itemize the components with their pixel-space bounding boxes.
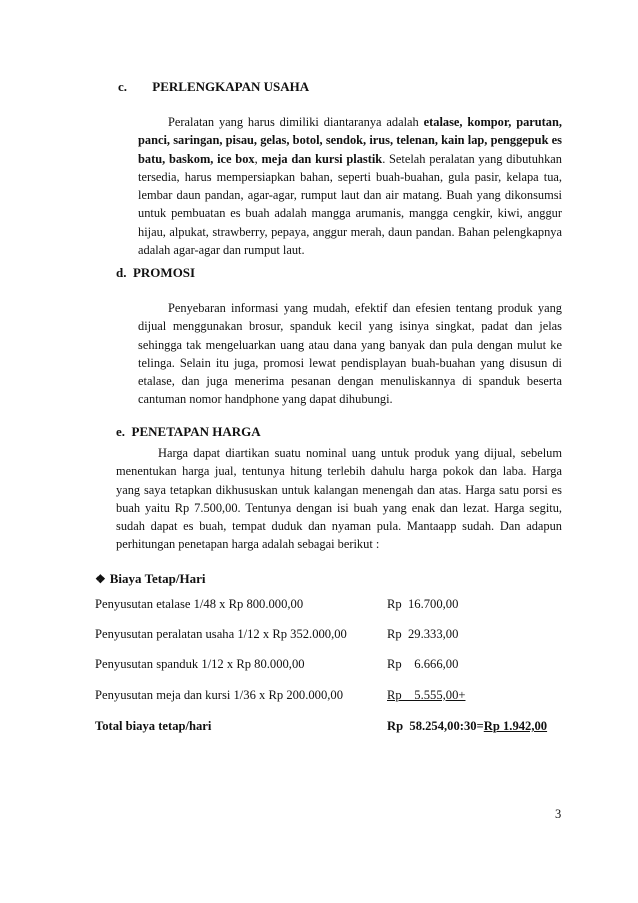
biaya-row (95, 657, 565, 673)
page-number: 3 (555, 807, 562, 821)
biaya-row-label: Penyusutan meja dan kursi 1/36 x Rp 200.000,00 (95, 688, 344, 702)
biaya-total-row (95, 719, 565, 735)
section-c-equipment-list: etalase, kompor, parutan, panci, saringan, pisau, gelas, botol, sendok, irus, telenan, kain lap, penggepuk es batu, baskom, ice box (138, 115, 562, 166)
section-c-heading (118, 79, 309, 95)
biaya-row-amount: Rp 5.555,00+ (387, 688, 466, 702)
section-c-title: PERLENGKAPAN USAHA (152, 79, 310, 94)
section-c-intro: Peralatan yang harus dimiliki diantaranya adalah (168, 115, 424, 129)
section-d-paragraph (138, 299, 562, 409)
biaya-total-amount (387, 719, 547, 734)
section-c-letter: c. (118, 79, 128, 94)
section-e-text: Harga dapat diartikan suatu nominal uang untuk produk yang dijual, sebelum menentukan harga jual, tentunya hitung terlebih dahulu harga pokok dan laba. Harga yang saya tetapkan dikhususkan untuk kalangan menengah dan atas. Harga satu porsi es buah yaitu Rp 7.500,00. Tentunya dengan isi buah yang enak dan lezat. Harga segitu, sudah dapat es buah, tempat duduk dan nyaman pula. Mantaapp sudah. Dan adapun perhitungan penetapan harga adalah sebagai berikut : (116, 446, 562, 552)
biaya-row-amount: Rp 29.333,00 (387, 627, 459, 641)
biaya-heading (95, 571, 205, 587)
biaya-total-sum: Rp 58.254,00:30= (387, 719, 484, 733)
biaya-row-amount: Rp 6.666,00 (387, 657, 459, 671)
section-d-heading: d. PROMOSI (116, 265, 196, 280)
section-c-comma: , (254, 151, 262, 166)
biaya-row-label: Penyusutan etalase 1/48 x Rp 800.000,00 (95, 597, 304, 611)
biaya-row-label: Penyusutan spanduk 1/12 x Rp 80.000,00 (95, 657, 305, 671)
biaya-total-result: Rp 1.942,00 (483, 719, 548, 733)
section-d-text: Penyebaran informasi yang mudah, efektif dan efesien tentang produk yang dijual menggunakan brosur, spanduk kecil yang isinya singkat, padat dan jelas sehingga tak mengeluarkan uang atau dana yang banyak dan pula dengan mulut ke telinga. Selain itu juga, promosi lewat pendisplayan buah-buahan yang disusun di etalase, dan juga menerima pesanan dengan menuliskannya di spanduk beserta cantuman nomor handphone yang dapat dihubungi. (138, 301, 562, 407)
section-e-paragraph (116, 444, 562, 554)
biaya-row (95, 597, 565, 613)
biaya-row-label: Penyusutan peralatan usaha 1/12 x Rp 352.000,00 (95, 627, 347, 641)
biaya-row (95, 627, 565, 643)
section-e-heading: e. PENETAPAN HARGA (116, 424, 261, 439)
diamond-bullet-icon: ❖ (95, 572, 106, 586)
biaya-row-amount: Rp 16.700,00 (387, 597, 459, 611)
biaya-title: Biaya Tetap/Hari (109, 571, 206, 586)
section-c-paragraph (138, 113, 562, 259)
biaya-total-label: Total biaya tetap/hari (95, 719, 212, 733)
section-c-rest: . Setelah peralatan yang dibutuhkan tersedia, harus mempersiapkan bahan, seperti buah-buahan, gula pasir, kelapa tua, lembar daun pandan, agar-agar, rumput laut dan air matang. Buah yang dikonsumsi untuk pembuatan es buah adalah mangga arumanis, mangga cengkir, kiwi, anggur hijau, alpukat, strawberry, pepaya, anggur merah, daun pandan. Bahan pelengkapnya adalah agar-agar dan rumput laut. (138, 151, 562, 258)
biaya-row (95, 688, 565, 704)
section-c-furniture: meja dan kursi plastik (261, 151, 383, 166)
